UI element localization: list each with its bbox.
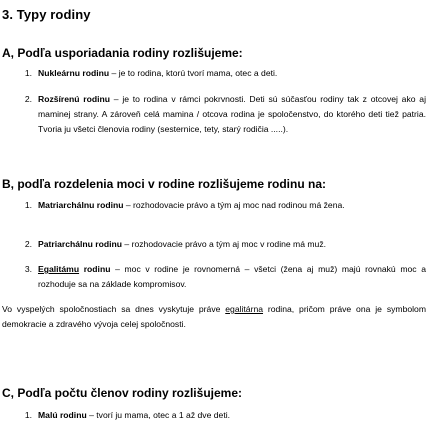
list-item-text — [38, 262, 426, 292]
list-number: 3. — [24, 264, 32, 274]
list-number: 1. — [24, 68, 32, 78]
term: Rozšírenú rodinu — [38, 94, 111, 104]
subsection-a-title: A, Podľa usporiadania rodiny rozlišujeme: — [2, 46, 243, 60]
term: Nukleárnu rodinu — [38, 68, 110, 78]
list-number: 2. — [24, 239, 32, 249]
list-number: 1. — [24, 410, 32, 420]
definition: – je to rodina, ktorú tvorí mama, otec a deti. — [109, 68, 278, 78]
term: rodinu — [79, 264, 111, 274]
definition: – je to rodina v rámci pokrvnosti. Deti sú súčasťou rodiny tak z otcovej ako aj maminej strany. A zároveň celá mamina / otcova rodina je spoločenstvo, do ktorého deti tiež patria. Tvoria ju všetci členovia rodiny (sesternice, tety, starý rodičia .....). — [38, 94, 426, 135]
summary-paragraph — [2, 302, 426, 332]
section-heading: 3. Typy rodiny — [2, 7, 91, 22]
list-item-text — [38, 198, 426, 213]
paragraph-underlined: egalitárna — [225, 304, 264, 314]
term-underlined: Egalitámu — [38, 264, 80, 274]
list-number: 1. — [24, 200, 32, 210]
list-number: 2. — [24, 94, 32, 104]
term: Malú rodinu — [38, 410, 87, 420]
term: Matriarchálnu rodinu — [38, 200, 124, 210]
paragraph-text: rodina, pričom práve ona je symbolom demokracie a zdravého vývoja celej spoločnosti. — [2, 304, 426, 330]
list-item-text — [38, 66, 426, 81]
term: Patriarchálnu rodinu — [38, 239, 123, 249]
definition: – tvorí ju mama, otec a 1 až dve deti. — [86, 410, 231, 420]
list-item-text — [38, 237, 426, 252]
definition: – rozhodovacie právo a tým aj moc v rodine má muž. — [122, 239, 326, 249]
definition: – rozhodovacie právo a tým aj moc nad rodinou má žena. — [123, 200, 345, 210]
subsection-c-title: C, Podľa počtu členov rodiny rozlišujeme: — [2, 386, 242, 400]
subsection-b-title: B, podľa rozdelenia moci v rodine rozlišujeme rodinu na: — [2, 177, 327, 191]
paragraph-text: Vo vyspelých spoločnostiach sa dnes vyskytuje práve — [2, 304, 226, 314]
list-item-text — [38, 92, 426, 138]
list-item-text — [38, 408, 426, 423]
definition: – moc v rodine je rovnomerná – všetci (žena aj muž) majú rovnakú moc a rozhoduje sa na základe kompromisov. — [38, 264, 426, 290]
